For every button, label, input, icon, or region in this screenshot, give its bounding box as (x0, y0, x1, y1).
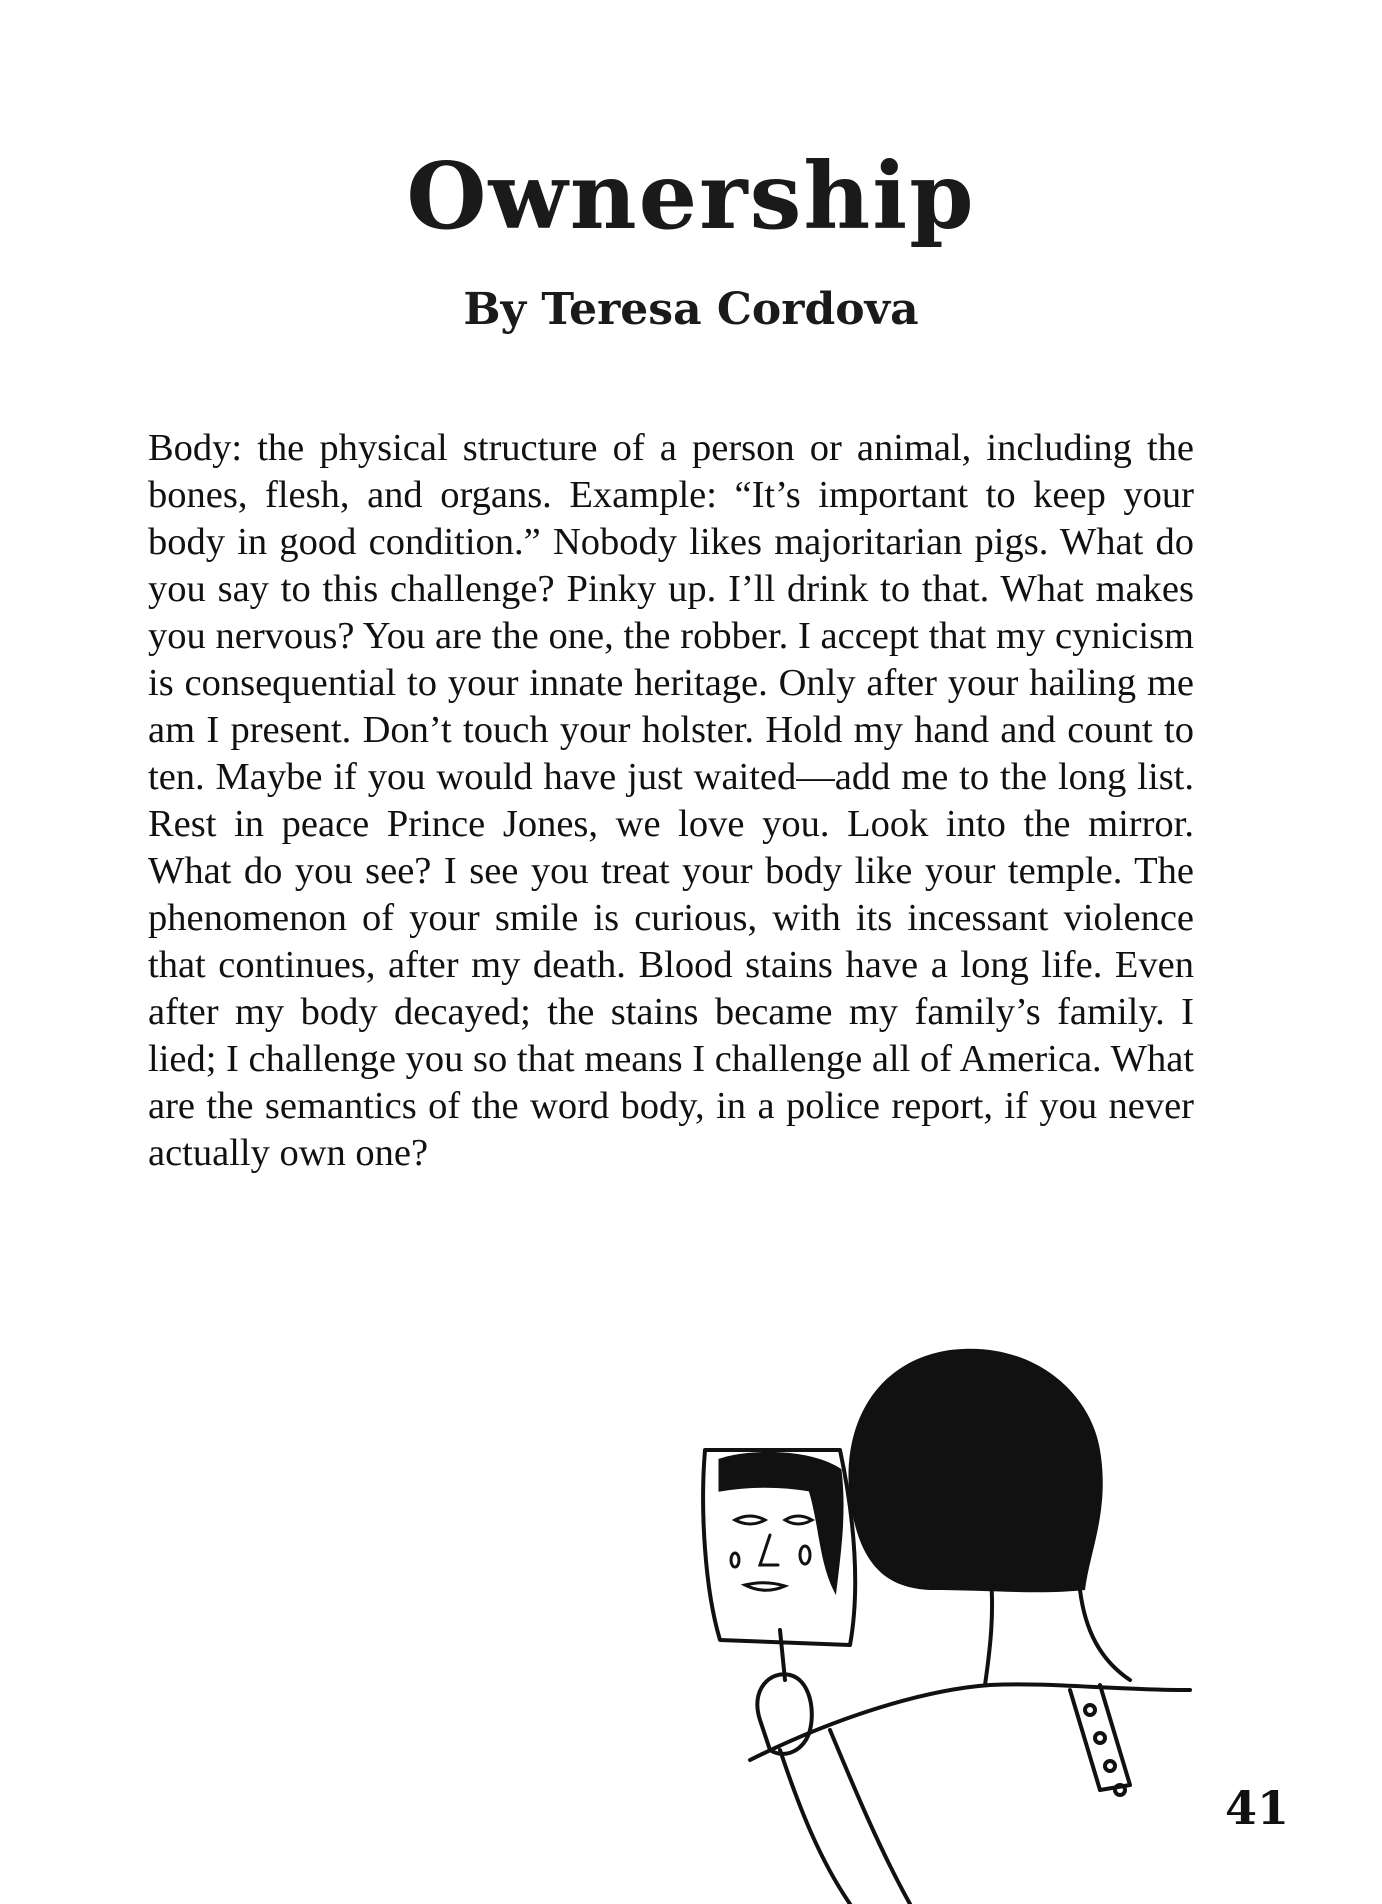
reflection-mouth (745, 1583, 785, 1591)
reflection-nose (760, 1535, 778, 1565)
reflection-cheek (731, 1553, 739, 1567)
reflection-tear (800, 1546, 810, 1564)
button-4 (1115, 1785, 1125, 1795)
button-1 (1085, 1705, 1095, 1715)
author-byline: By Teresa Cordova (463, 284, 919, 335)
reflection-eye-right (785, 1516, 812, 1524)
hair (848, 1349, 1102, 1593)
reflection-eye-left (735, 1516, 765, 1524)
button-3 (1105, 1761, 1115, 1771)
page-title: Ownership (406, 142, 976, 250)
page-number: 41 (1225, 1781, 1290, 1835)
body-paragraph: Body: the physical structure of a person or animal, including the bones, flesh, and organs. Example: “It’s important to keep your body in good condition.” Nobody likes majoritarian pigs. What do you say to this challenge? Pinky up. I’ll drink to that. What makes you nervous? You are the one, the robber. I accept that my cynicism is consequential to your innate heritage. Only after your hailing me am I present. Don’t touch your holster. Hold my hand and count to ten. Maybe if you would have just waited—add me to the long list. Rest in peace Prince Jones, we love you. Look into the mirror. What do you see? I see you treat your body like your temple. The phenomenon of your smile is curious, with its incessant violence that continues, after my death. Blood stains have a long life. Even after my body decayed; the stains became my family’s family. I lied; I challenge you so that means I challenge all of America. What are the semantics of the word body, in a police report, if you never actually own one? (148, 427, 1194, 1174)
arm-outline-inner (830, 1730, 910, 1904)
shoulder-outline (750, 1684, 1190, 1760)
button-2 (1095, 1733, 1105, 1743)
collar-placket (1070, 1685, 1130, 1790)
mirror-illustration (690, 1290, 1210, 1904)
neck-outline-right (1080, 1590, 1130, 1680)
arm-outline (780, 1750, 850, 1904)
